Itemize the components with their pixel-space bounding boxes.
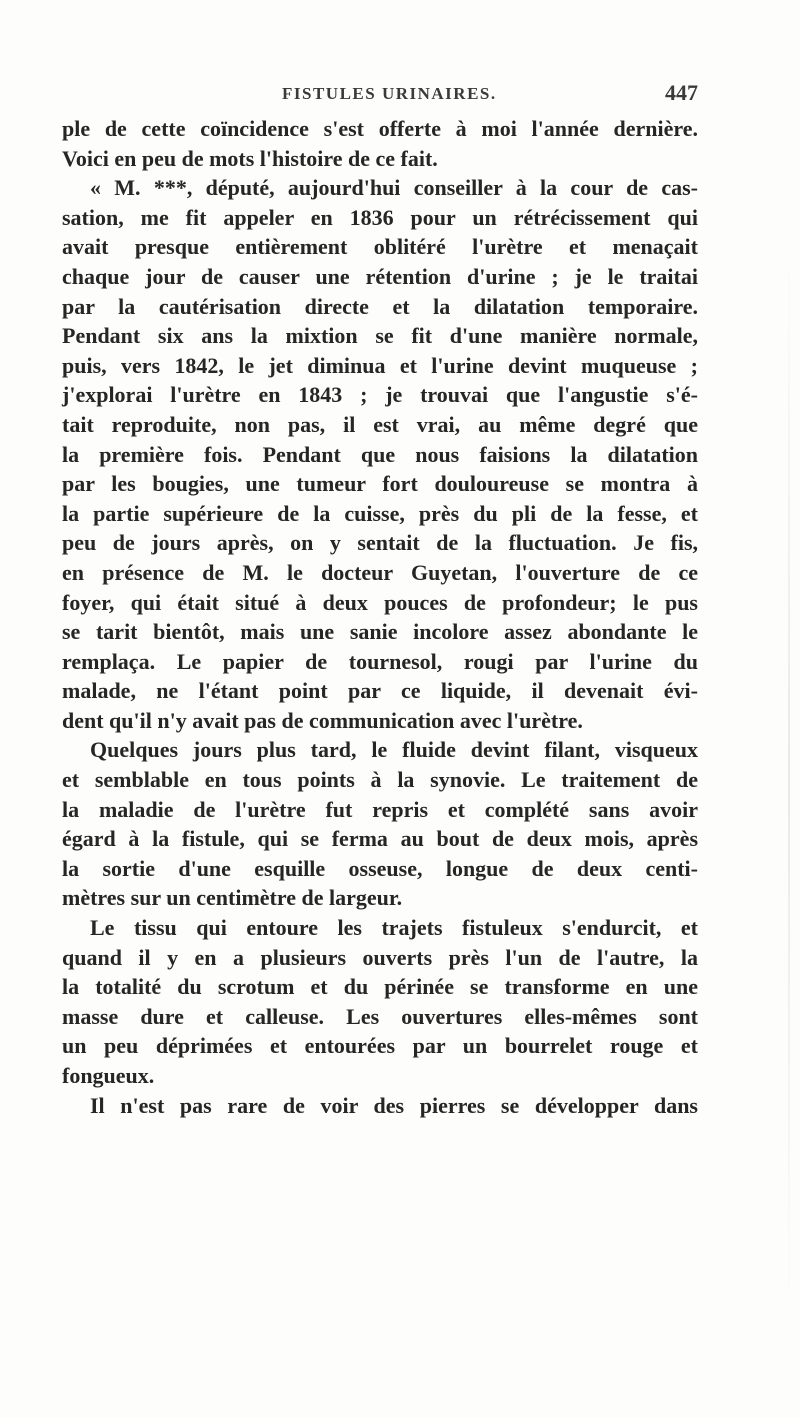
text-line: et semblable en tous points à la synovie. Le traitement de: [62, 767, 698, 793]
text-line: Le tissu qui entoure les trajets fistuleux s'endurcit, et: [90, 915, 698, 941]
text-line: par les bougies, une tumeur fort douloureuse se montra à: [62, 471, 698, 497]
text-line: se tarit bientôt, mais une sanie incolore assez abondante le: [62, 619, 698, 645]
text-line: la partie supérieure de la cuisse, près du pli de la fesse, et: [62, 500, 698, 526]
text-line: sation, me fit appeler en 1836 pour un rétrécissement qui: [62, 204, 698, 230]
text-line: masse dure et calleuse. Les ouvertures elles-mêmes sont: [62, 1003, 698, 1029]
text-line: dent qu'il n'y avait pas de communication avec l'urètre.: [62, 707, 583, 733]
text-line: « M. ***, député, aujourd'hui conseiller à la cour de cas-: [90, 175, 698, 201]
text-line: ple de cette coïncidence s'est offerte à moi l'année dernière.: [62, 116, 698, 141]
text-line: avait presque entièrement oblitéré l'urètre et menaçait: [62, 234, 698, 260]
text-line: malade, ne l'étant point par ce liquide, il devenait évi-: [62, 678, 698, 704]
text-line: peu de jours après, on y sentait de la fluctuation. Je fis,: [62, 530, 698, 556]
text-line: fongueux.: [62, 1063, 155, 1088]
text-line: chaque jour de causer une rétention d'urine ; je le traitai: [62, 263, 698, 289]
text-line: la première fois. Pendant que nous faisions la dilatation: [62, 441, 698, 467]
text-line: tait reproduite, non pas, il est vrai, au même degré que: [62, 411, 698, 437]
text-line: remplaça. Le papier de tournesol, rougi par l'urine du: [62, 648, 698, 674]
text-line: égard à la fistule, qui se ferma au bout de deux mois, après: [62, 826, 698, 852]
text-line: j'explorai l'urètre en 1843 ; je trouvai que l'angustie s'é-: [62, 382, 698, 408]
text-line: par la cautérisation directe et la dilatation temporaire.: [62, 293, 698, 319]
text-line: la maladie de l'urètre fut repris et complété sans avoir: [62, 796, 698, 822]
text-line: Il n'est pas rare de voir des pierres se développer dans: [90, 1092, 698, 1118]
text-line: la sortie d'une esquille osseuse, longue de deux centi-: [62, 855, 698, 881]
text-line: en présence de M. le docteur Guyetan, l'ouverture de ce: [62, 559, 698, 585]
text-line: un peu déprimées et entourées par un bourrelet rouge et: [62, 1033, 698, 1059]
text-line: puis, vers 1842, le jet diminua et l'urine devint muqueuse ;: [62, 352, 698, 378]
text-line: Pendant six ans la mixtion se fit d'une manière normale,: [62, 323, 698, 349]
page-number: 447: [665, 80, 698, 105]
running-title: FISTULES URINAIRES.: [282, 84, 497, 103]
body-text: [62, 114, 698, 1120]
text-line: foyer, qui était situé à deux pouces de profondeur; le pus: [62, 589, 698, 615]
text-line: mètres sur un centimètre de largeur.: [62, 885, 403, 911]
running-head: [62, 82, 698, 112]
text-line: la totalité du scrotum et du périnée se transforme en une: [62, 974, 698, 1000]
text-line: quand il y en a plusieurs ouverts près l'un de l'autre, la: [62, 944, 698, 970]
text-line: Voici en peu de mots l'histoire de ce fait.: [62, 145, 438, 171]
page-edge-shadow: [788, 230, 790, 1330]
text-line: Quelques jours plus tard, le fluide devint filant, visqueux: [90, 737, 698, 763]
